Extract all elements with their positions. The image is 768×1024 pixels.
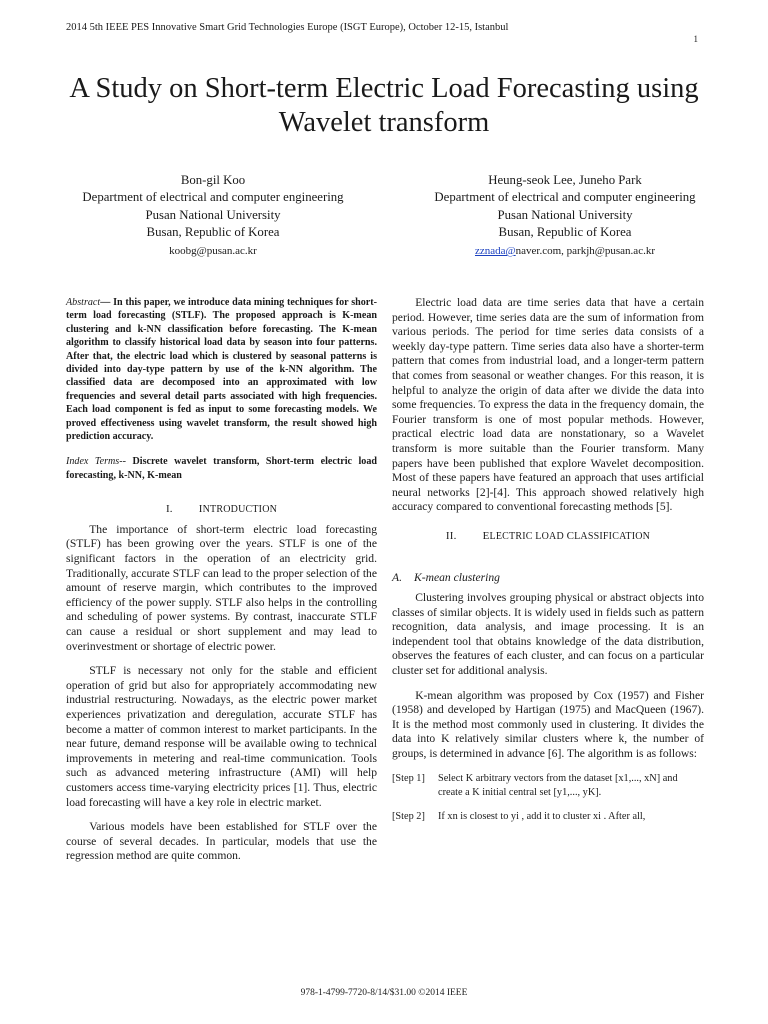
index-terms — [66, 455, 377, 482]
step-tag: [Step 2] — [392, 810, 425, 822]
step-tag: [Step 1] — [392, 772, 425, 784]
body-paragraph: Clustering involves grouping physical or abstract objects into classes of similar objects. It is widely used in fields such as pattern recognition, data analysis, and image processing. It is an independent tool that obtains knowledge of the data distribution, observes the features of each cluster, and can focus on a particular cluster set for additional analysis. — [392, 591, 704, 678]
body-paragraph: Various models have been established for STLF over the course of several decades. In particular, models that use the regression method are quite common. — [66, 820, 377, 863]
title-line-1: A Study on Short-term Electric Load Forecasting using — [69, 73, 699, 104]
page-number: 1 — [693, 34, 698, 44]
subsection-letter: A. — [392, 570, 402, 584]
section-number: II. — [445, 529, 457, 542]
author-location: Busan, Republic of Korea — [498, 224, 632, 239]
author-block-2 — [390, 172, 740, 260]
index-terms-text: Discrete wavelet transform, Short-term electric load forecasting, k-NN, K-mean — [66, 456, 377, 481]
section-heading-classification — [392, 529, 704, 545]
abstract-label: Abstract — [66, 297, 101, 308]
section-title-r1: LECTRIC LOAD — [489, 530, 567, 542]
right-column — [392, 296, 704, 834]
section-heading-introduction — [66, 502, 377, 518]
step-text: Select K arbitrary vectors from the dataset [x1,..., xN] and create a K initial central set [y1,..., yK]. — [438, 772, 678, 798]
algorithm-step-1 — [392, 772, 704, 800]
author-department: Department of electrical and computer engineering — [434, 190, 696, 205]
left-column — [66, 296, 377, 874]
author-name: Heung-seok Lee, Juneho Park — [488, 173, 642, 187]
author-university: Pusan National University — [145, 207, 281, 222]
author-email — [390, 243, 740, 260]
email-rest: naver.com, parkjh@pusan.ac.kr — [515, 245, 655, 258]
body-paragraph: The importance of short-term electric load forecasting (STLF) has been growing over the years. STLF is one of the significant factors in the operation of an electricity grid. Traditionally, accurate STLF can lead to the proper selection of the amount of reserve margin, which contributes to the improved efficiency of the power supply. STLF also helps in the controlling and scheduling of power systems. By contrast, inaccurate STLF can cause a residual or short supplement and may lead to overinvestment or shortage of electric power. — [66, 522, 377, 653]
email-link[interactable]: zznada@ — [474, 245, 516, 258]
author-university: Pusan National University — [497, 207, 633, 222]
author-email: koobg@pusan.ac.kr — [169, 245, 257, 258]
subsection-heading — [392, 571, 704, 586]
index-terms-label: Index Terms-- — [66, 456, 126, 468]
algorithm-step-2 — [392, 810, 704, 824]
step-text: If xn is closest to yi , add it to cluster xi . After all, — [438, 810, 646, 822]
title-line-2: Wavelet transform — [278, 107, 490, 138]
section-number: I. — [165, 503, 173, 516]
subsection-title: K-mean clustering — [414, 570, 500, 584]
section-title-r2: LASSIFICATION — [574, 530, 651, 542]
abstract — [66, 296, 377, 443]
section-title-rest: NTRODUCTION — [202, 504, 278, 516]
author-block-1 — [38, 172, 388, 260]
conference-header: 2014 5th IEEE PES Innovative Smart Grid Technologies Europe (ISGT Europe), October 12-15, Istanbul — [66, 22, 509, 33]
abstract-dash: — — [100, 297, 114, 308]
paper-title — [30, 72, 738, 140]
body-paragraph: Electric load data are time series data that have a certain period. However, time series data are the sum of information from various periods. The period for time series data consists of a weekly day-type pattern. Time series data also have a shorter-term pattern that comes from industrial load, and a longer-term pattern that comes from seasonal or weather changes. For this reason, it is helpful to analyze the origin of data after we divide the data into some frequencies. To express the data in the frequency domain, the Fourier transform is one of most popular methods. However, practical electric load data are nonstationary, so a Wavelet transform is more suitable than the Fourier transform. Many papers have been published that explore Wavelet decomposition. Most of these papers have featured an approach that uses artificial neural networks [2]-[4]. This approach showed relatively high accuracy compared to conventional forecasting methods [5]. — [392, 296, 704, 514]
body-paragraph: K-mean algorithm was proposed by Cox (1957) and Fisher (1958) and developed by Hartigan (1975) and MacQueen (1967). It is the method most commonly used in clustering. It divides the data into K relatively similar clusters where k, the number of groups, is determined in advance [6]. The algorithm is as follows: — [392, 688, 704, 761]
copyright-footer: 978-1-4799-7720-8/14/$31.00 ©2014 IEEE — [300, 988, 468, 998]
body-paragraph: STLF is necessary not only for the stable and efficient operation of grid but also for appropriately accommodating new industrial restructuring. Nowadays, as the electric power market experiences privatization and deregulation, accurate STLF has become a matter of common interest to market participants. In the near future, demand response will be available owing to technical improvements in metering and real-time communication. Tools such as advanced metering infrastructure (AMI) will help customers access time-varying electricity prices [1]. Thus, electric load forecasting will have a key role in electric market. — [66, 664, 377, 809]
author-department: Department of electrical and computer engineering — [82, 190, 344, 205]
section-title-initial: I — [198, 503, 203, 516]
section-title-e2: C — [566, 529, 575, 542]
author-location: Busan, Republic of Korea — [146, 224, 280, 239]
author-name: Bon-gil Koo — [180, 173, 246, 187]
section-title-e1: E — [482, 529, 490, 542]
abstract-text: In this paper, we introduce data mining techniques for short-term load forecasting (STLF). The proposed approach is K-mean clustering and k-NN classification before forecasting. The K-mean algorithm to classify historical load data by season into four patterns. After that, the electric load which is clustered by seasonal patterns is divided into day-type pattern by use of the k-NN algorithm. The classified data are decomposed into an approximated with low frequencies and several detail parts associated with high frequencies. Each load component is fed as input to some forecasting models. We proved effectiveness using wavelet transform, the result showed high prediction accuracy. — [66, 297, 378, 443]
